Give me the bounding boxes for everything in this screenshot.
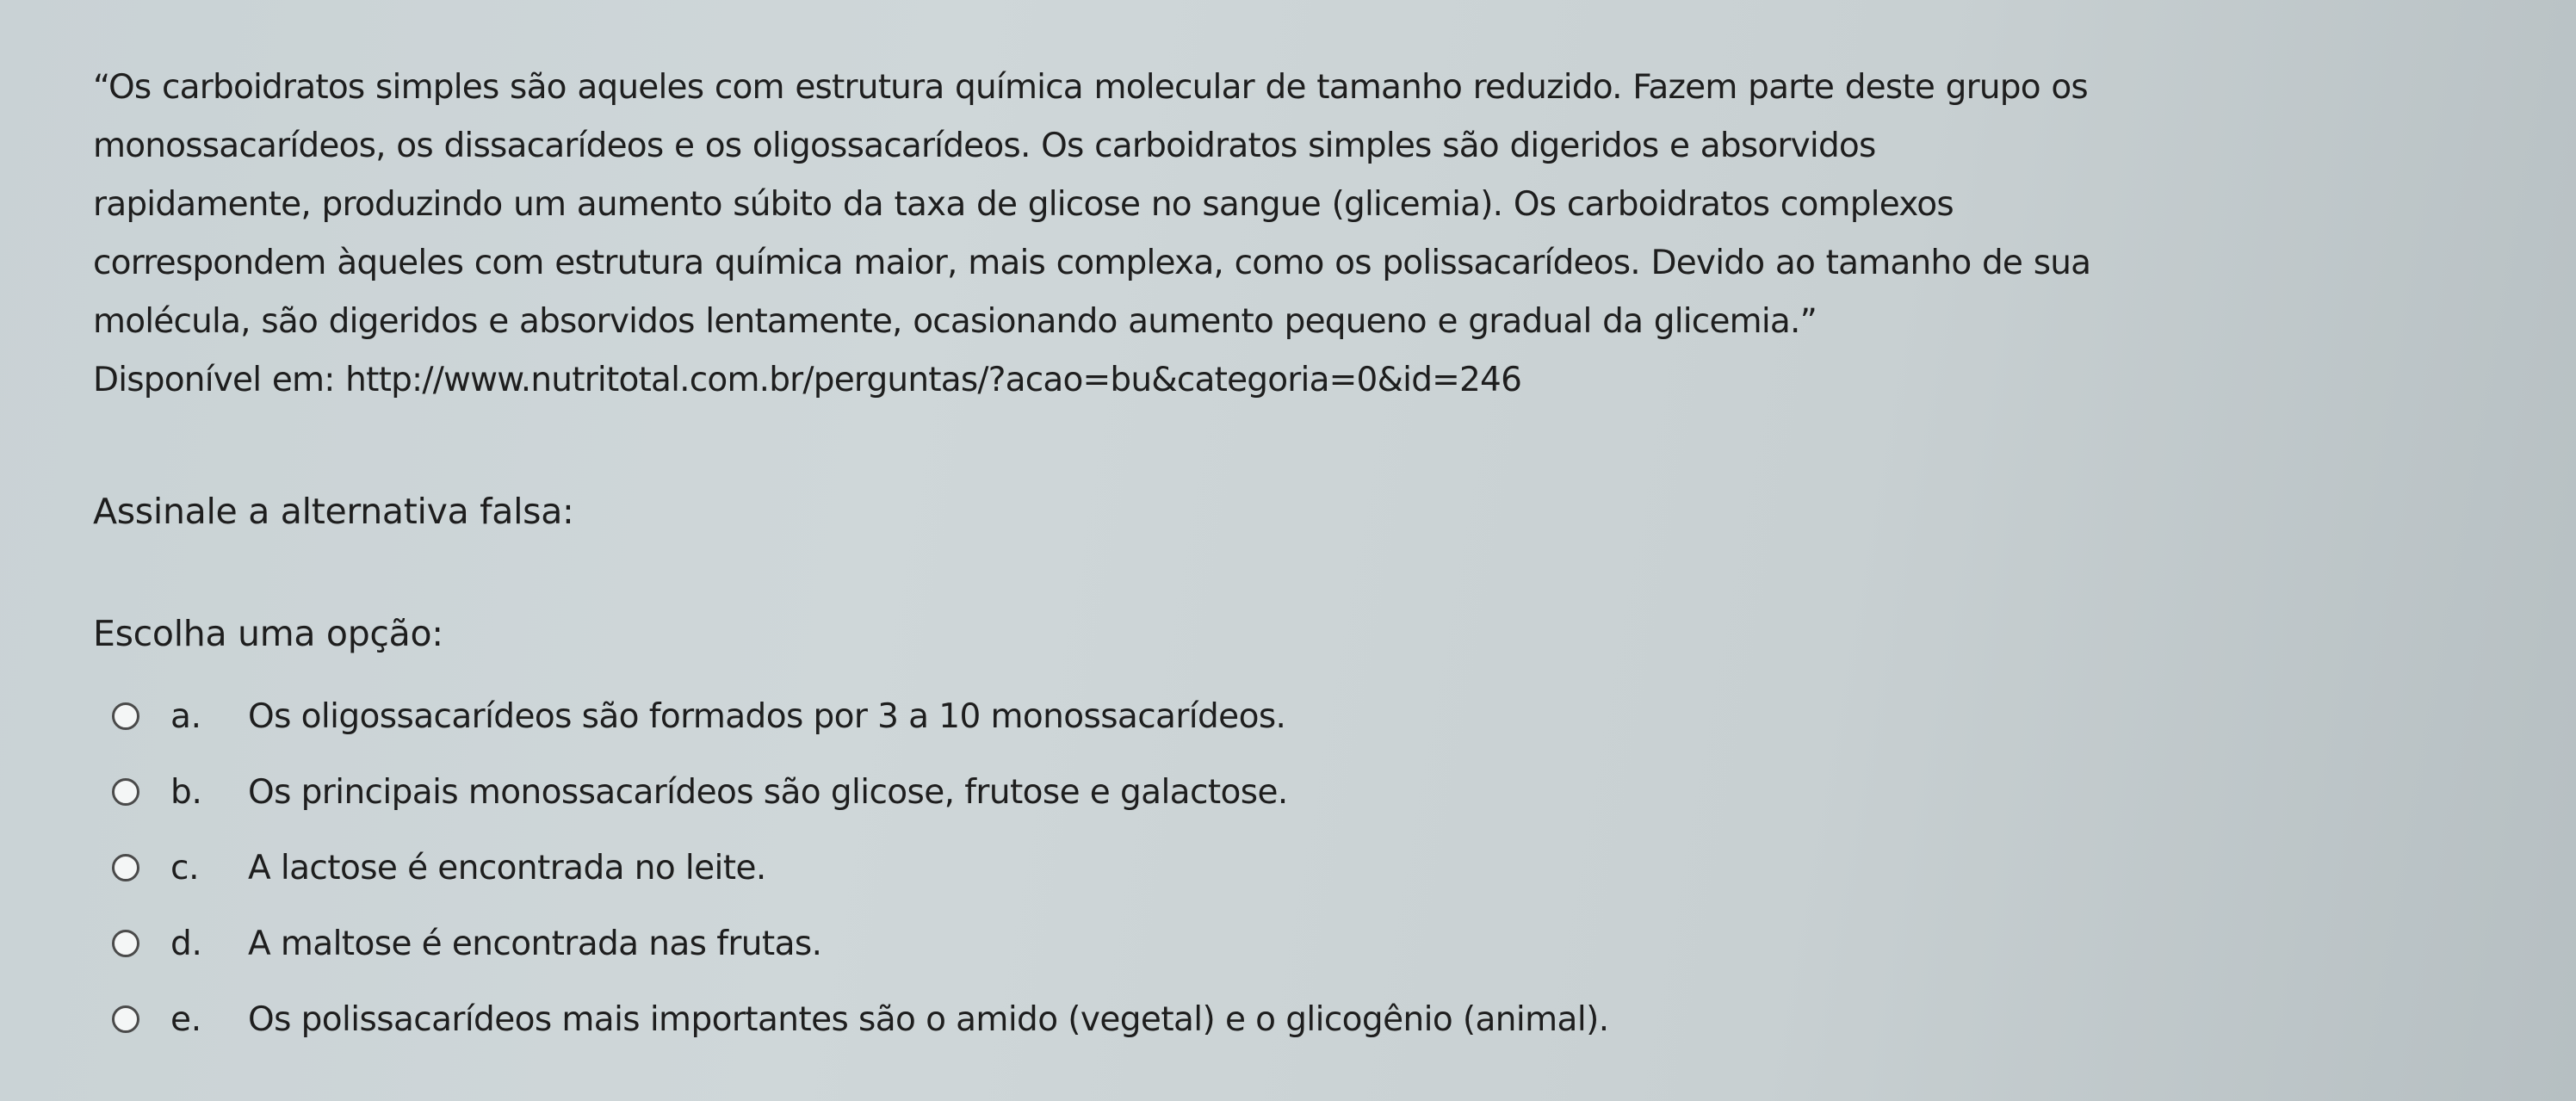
question-line: molécula, são digeridos e absorvidos lentamente, ocasionando aumento pequeno e gradual da glicemia.” (93, 302, 1817, 341)
option-letter: c. (170, 848, 200, 888)
source-line: Disponível em: http://www.nutritotal.com.br/perguntas/?acao=bu&categoria=0&id=246 (93, 361, 1522, 399)
question-line: “Os carboidratos simples são aqueles com estrutura química molecular de tamanho reduzido. Fazem parte deste grupo os (93, 68, 2088, 107)
option-text[interactable]: Os oligossacarídeos são formados por 3 a 10 monossacarídeos. (248, 696, 1286, 736)
radio-button-d[interactable] (112, 930, 139, 957)
option-b[interactable] (112, 754, 1609, 830)
question-prompt: Assinale a alternativa falsa: (93, 491, 574, 532)
radio-button-b[interactable] (112, 778, 139, 806)
option-letter: b. (170, 772, 202, 812)
option-text[interactable]: A maltose é encontrada nas frutas. (248, 924, 822, 963)
option-text[interactable]: A lactose é encontrada no leite. (248, 848, 766, 888)
option-letter: a. (170, 696, 201, 736)
option-d[interactable] (112, 906, 1609, 981)
answer-options (112, 678, 1609, 1057)
radio-button-a[interactable] (112, 702, 139, 730)
option-letter: e. (170, 999, 201, 1039)
option-letter: d. (170, 924, 202, 963)
option-text[interactable]: Os principais monossacarídeos são glicose, frutose e galactose. (248, 772, 1288, 812)
radio-button-c[interactable] (112, 854, 139, 881)
question-line: rapidamente, produzindo um aumento súbito da taxa de glicose no sangue (glicemia). Os carboidratos complexos (93, 185, 1954, 224)
option-c[interactable] (112, 830, 1609, 906)
radio-button-e[interactable] (112, 1005, 139, 1033)
choose-option-label: Escolha uma opção: (93, 613, 443, 654)
option-text[interactable]: Os polissacarídeos mais importantes são o amido (vegetal) e o glicogênio (animal). (248, 999, 1609, 1039)
question-text (93, 59, 2538, 410)
question-line: monossacarídeos, os dissacarídeos e os oligossacarídeos. Os carboidratos simples são digeridos e absorvidos (93, 127, 1876, 165)
option-a[interactable] (112, 678, 1609, 754)
question-line: correspondem àqueles com estrutura química maior, mais complexa, como os polissacarídeos. Devido ao tamanho de sua (93, 244, 2091, 282)
option-e[interactable] (112, 981, 1609, 1057)
